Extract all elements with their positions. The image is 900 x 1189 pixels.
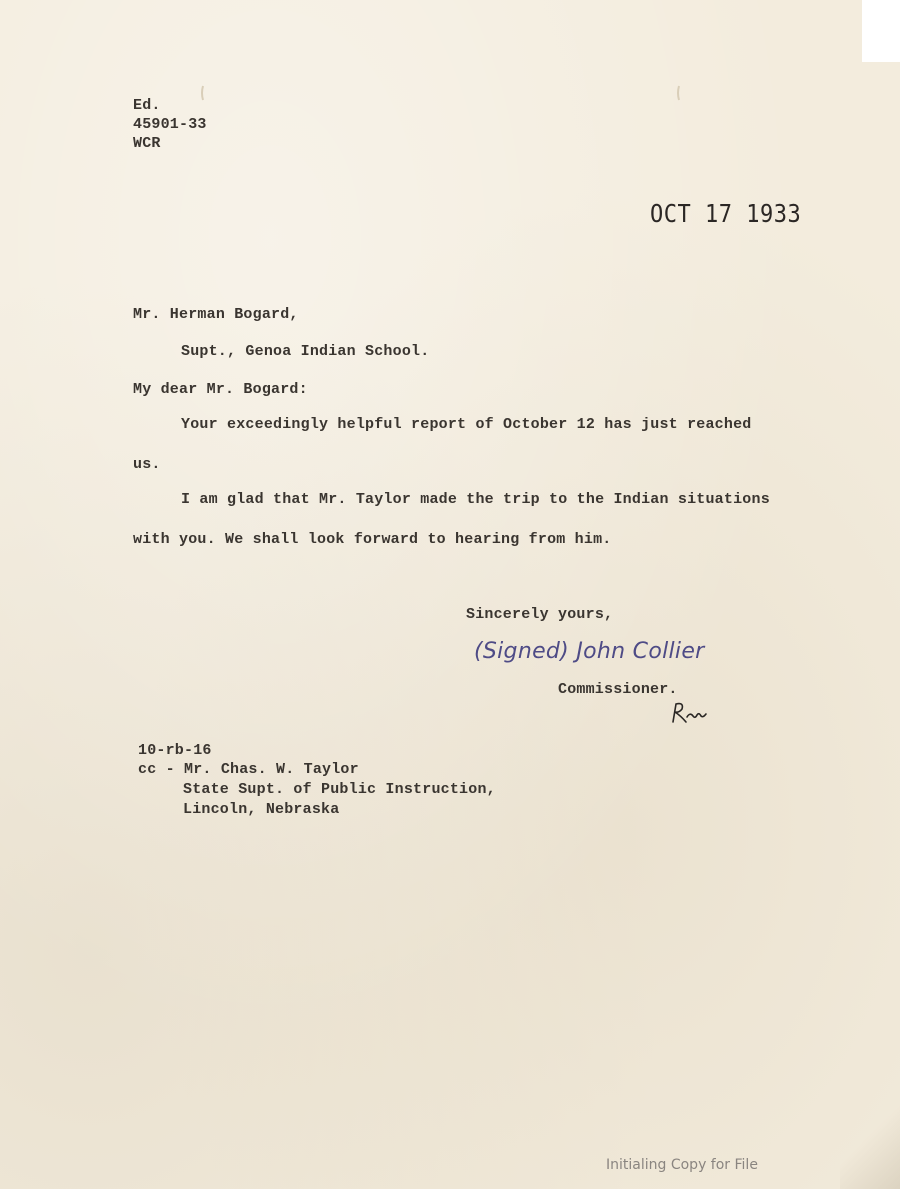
page-fold-shadow	[840, 1079, 900, 1189]
body-paragraph-1-line-1: Your exceedingly helpful report of October 12 has just reached	[181, 416, 752, 433]
body-paragraph-1-line-2: us.	[133, 456, 161, 473]
body-paragraph-2-line-2: with you. We shall look forward to hearing from him.	[133, 531, 612, 548]
addressee-name: Mr. Herman Bogard,	[133, 306, 299, 323]
body-paragraph-2-line-1: I am glad that Mr. Taylor made the trip to the Indian situations	[181, 491, 770, 508]
initialing-copy-stamp: Initialing Copy for File	[606, 1157, 758, 1173]
addressee-title: Supt., Genoa Indian School.	[181, 343, 430, 360]
torn-corner	[862, 0, 900, 62]
date-stamp: OCT 17 1933	[650, 200, 802, 229]
signer-title: Commissioner.	[558, 681, 678, 698]
pinhole-mark	[200, 85, 206, 101]
handwritten-initials	[668, 700, 712, 726]
file-code-ed: Ed.	[133, 97, 161, 114]
pinhole-mark	[676, 85, 682, 101]
cc-line-2: State Supt. of Public Instruction,	[183, 781, 496, 798]
file-code-number: 45901-33	[133, 116, 207, 133]
file-code-initials: WCR	[133, 135, 161, 152]
cc-line-3: Lincoln, Nebraska	[183, 801, 340, 818]
cc-line-1: cc - Mr. Chas. W. Taylor	[138, 761, 359, 778]
complimentary-close: Sincerely yours,	[466, 606, 614, 623]
salutation: My dear Mr. Bogard:	[133, 381, 308, 398]
signature-stamp: (Signed) John Collier	[474, 639, 705, 664]
reference-code: 10-rb-16	[138, 742, 212, 759]
